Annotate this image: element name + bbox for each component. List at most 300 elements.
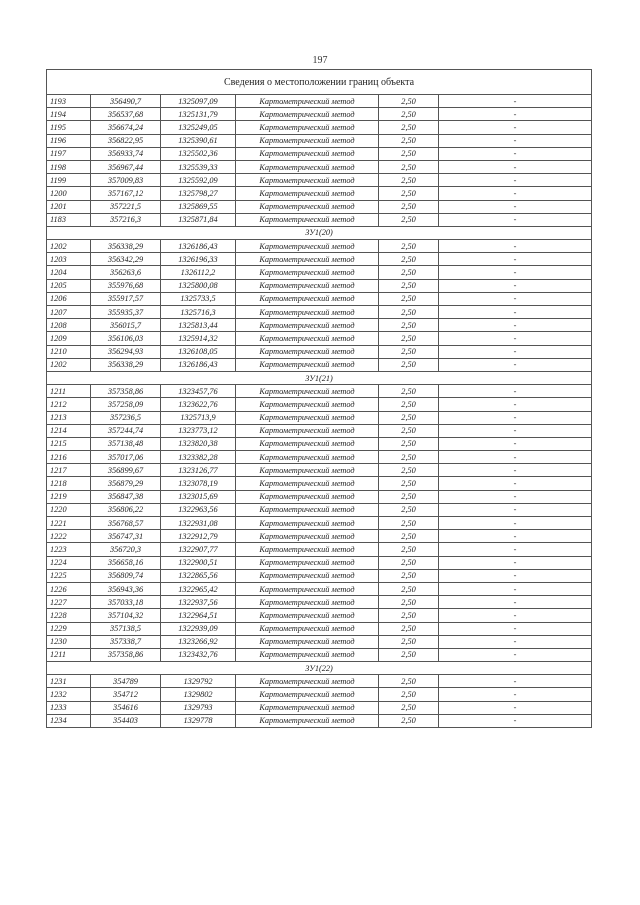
y-coordinate-cell: 1323266,92 [161,635,236,648]
method-cell: Картометрический метод [236,675,379,688]
y-coordinate-cell: 1323382,28 [161,451,236,464]
method-cell: Картометрический метод [236,556,379,569]
description-cell: - [439,187,592,200]
y-coordinate-cell: 1329802 [161,688,236,701]
x-coordinate-cell: 357244,74 [91,424,161,437]
section-header-row [47,371,592,384]
method-cell: Картометрический метод [236,517,379,530]
description-cell: - [439,424,592,437]
precision-cell: 2,50 [379,319,439,332]
y-coordinate-cell: 1329792 [161,675,236,688]
table-row [47,556,592,569]
x-coordinate-cell: 356967,44 [91,160,161,173]
description-cell: - [439,437,592,450]
x-coordinate-cell: 357167,12 [91,187,161,200]
precision-cell: 2,50 [379,437,439,450]
precision-cell: 2,50 [379,187,439,200]
description-cell: - [439,596,592,609]
table-row [47,121,592,134]
table-row [47,437,592,450]
method-cell: Картометрический метод [236,213,379,226]
y-coordinate-cell: 1322931,08 [161,517,236,530]
y-coordinate-cell: 1322912,79 [161,530,236,543]
point-number-cell: 1195 [47,121,91,134]
point-number-cell: 1199 [47,174,91,187]
y-coordinate-cell: 1323773,12 [161,424,236,437]
description-cell: - [439,688,592,701]
x-coordinate-cell: 357138,5 [91,622,161,635]
x-coordinate-cell: 357258,09 [91,398,161,411]
table-row [47,292,592,305]
point-number-cell: 1219 [47,490,91,503]
precision-cell: 2,50 [379,95,439,108]
x-coordinate-cell: 355935,37 [91,306,161,319]
description-cell: - [439,108,592,121]
point-number-cell: 1205 [47,279,91,292]
method-cell: Картометрический метод [236,306,379,319]
precision-cell: 2,50 [379,292,439,305]
table-row [47,411,592,424]
table-row [47,147,592,160]
y-coordinate-cell: 1322937,56 [161,596,236,609]
method-cell: Картометрический метод [236,398,379,411]
y-coordinate-cell: 1322963,56 [161,503,236,516]
table-row [47,385,592,398]
method-cell: Картометрический метод [236,108,379,121]
method-cell: Картометрический метод [236,490,379,503]
table-row [47,279,592,292]
method-cell: Картометрический метод [236,648,379,661]
precision-cell: 2,50 [379,160,439,173]
method-cell: Картометрический метод [236,451,379,464]
x-coordinate-cell: 354712 [91,688,161,701]
precision-cell: 2,50 [379,635,439,648]
point-number-cell: 1213 [47,411,91,424]
y-coordinate-cell: 1323820,38 [161,437,236,450]
description-cell: - [439,464,592,477]
y-coordinate-cell: 1325914,32 [161,332,236,345]
precision-cell: 2,50 [379,253,439,266]
y-coordinate-cell: 1325871,84 [161,213,236,226]
table-row [47,358,592,371]
method-cell: Картометрический метод [236,332,379,345]
table-row [47,596,592,609]
y-coordinate-cell: 1326196,33 [161,253,236,266]
x-coordinate-cell: 356342,29 [91,253,161,266]
table-row [47,319,592,332]
y-coordinate-cell: 1325539,33 [161,160,236,173]
point-number-cell: 1221 [47,517,91,530]
table-row [47,240,592,253]
method-cell: Картометрический метод [236,714,379,727]
y-coordinate-cell: 1325390,61 [161,134,236,147]
table-row [47,95,592,108]
y-coordinate-cell: 1325592,09 [161,174,236,187]
x-coordinate-cell: 356809,74 [91,569,161,582]
table-row [47,200,592,213]
method-cell: Картометрический метод [236,609,379,622]
method-cell: Картометрический метод [236,358,379,371]
method-cell: Картометрический метод [236,596,379,609]
table-row [47,134,592,147]
x-coordinate-cell: 356015,7 [91,319,161,332]
point-number-cell: 1217 [47,464,91,477]
point-number-cell: 1204 [47,266,91,279]
y-coordinate-cell: 1325798,27 [161,187,236,200]
description-cell: - [439,332,592,345]
description-cell: - [439,517,592,530]
method-cell: Картометрический метод [236,437,379,450]
description-cell: - [439,385,592,398]
y-coordinate-cell: 1329793 [161,701,236,714]
description-cell: - [439,714,592,727]
table-row [47,253,592,266]
x-coordinate-cell: 356847,38 [91,490,161,503]
table-row [47,464,592,477]
y-coordinate-cell: 1326112,2 [161,266,236,279]
description-cell: - [439,319,592,332]
method-cell: Картометрический метод [236,635,379,648]
method-cell: Картометрический метод [236,253,379,266]
y-coordinate-cell: 1325502,36 [161,147,236,160]
precision-cell: 2,50 [379,688,439,701]
precision-cell: 2,50 [379,701,439,714]
point-number-cell: 1232 [47,688,91,701]
point-number-cell: 1198 [47,160,91,173]
description-cell: - [439,95,592,108]
description-cell: - [439,147,592,160]
x-coordinate-cell: 357236,5 [91,411,161,424]
y-coordinate-cell: 1322964,51 [161,609,236,622]
precision-cell: 2,50 [379,358,439,371]
precision-cell: 2,50 [379,596,439,609]
y-coordinate-cell: 1322865,56 [161,569,236,582]
description-cell: - [439,477,592,490]
x-coordinate-cell: 356537,68 [91,108,161,121]
description-cell: - [439,174,592,187]
description-cell: - [439,490,592,503]
point-number-cell: 1211 [47,648,91,661]
y-coordinate-cell: 1323015,69 [161,490,236,503]
precision-cell: 2,50 [379,517,439,530]
description-cell: - [439,358,592,371]
method-cell: Картометрический метод [236,569,379,582]
point-number-cell: 1218 [47,477,91,490]
x-coordinate-cell: 356768,57 [91,517,161,530]
precision-cell: 2,50 [379,385,439,398]
description-cell: - [439,306,592,319]
description-cell: - [439,200,592,213]
table-title: Сведения о местоположении границ объекта [47,70,592,95]
description-cell: - [439,556,592,569]
point-number-cell: 1183 [47,213,91,226]
precision-cell: 2,50 [379,424,439,437]
method-cell: Картометрический метод [236,345,379,358]
precision-cell: 2,50 [379,464,439,477]
section-header: ЗУ1(21) [47,371,592,384]
precision-cell: 2,50 [379,556,439,569]
precision-cell: 2,50 [379,543,439,556]
method-cell: Картометрический метод [236,411,379,424]
method-cell: Картометрический метод [236,160,379,173]
description-cell: - [439,701,592,714]
y-coordinate-cell: 1326186,43 [161,240,236,253]
method-cell: Картометрический метод [236,292,379,305]
y-coordinate-cell: 1323457,76 [161,385,236,398]
point-number-cell: 1211 [47,385,91,398]
table-row [47,635,592,648]
point-number-cell: 1212 [47,398,91,411]
description-cell: - [439,530,592,543]
point-number-cell: 1208 [47,319,91,332]
y-coordinate-cell: 1325716,3 [161,306,236,319]
y-coordinate-cell: 1325097,09 [161,95,236,108]
method-cell: Картометрический метод [236,582,379,595]
point-number-cell: 1196 [47,134,91,147]
description-cell: - [439,543,592,556]
point-number-cell: 1230 [47,635,91,648]
description-cell: - [439,279,592,292]
precision-cell: 2,50 [379,582,439,595]
section-header: ЗУ1(20) [47,226,592,239]
method-cell: Картометрический метод [236,95,379,108]
description-cell: - [439,503,592,516]
table-title-row [47,70,592,95]
point-number-cell: 1224 [47,556,91,569]
table-row [47,675,592,688]
description-cell: - [439,569,592,582]
precision-cell: 2,50 [379,530,439,543]
x-coordinate-cell: 357216,3 [91,213,161,226]
method-cell: Картометрический метод [236,424,379,437]
table-row [47,517,592,530]
precision-cell: 2,50 [379,477,439,490]
method-cell: Картометрический метод [236,701,379,714]
precision-cell: 2,50 [379,490,439,503]
point-number-cell: 1201 [47,200,91,213]
precision-cell: 2,50 [379,411,439,424]
y-coordinate-cell: 1323622,76 [161,398,236,411]
table-row [47,187,592,200]
description-cell: - [439,675,592,688]
y-coordinate-cell: 1325249,05 [161,121,236,134]
y-coordinate-cell: 1322939,09 [161,622,236,635]
x-coordinate-cell: 356338,29 [91,358,161,371]
description-cell: - [439,635,592,648]
point-number-cell: 1223 [47,543,91,556]
y-coordinate-cell: 1323432,76 [161,648,236,661]
precision-cell: 2,50 [379,714,439,727]
precision-cell: 2,50 [379,279,439,292]
point-number-cell: 1234 [47,714,91,727]
description-cell: - [439,622,592,635]
y-coordinate-cell: 1325800,08 [161,279,236,292]
x-coordinate-cell: 356806,22 [91,503,161,516]
table-row [47,609,592,622]
method-cell: Картометрический метод [236,477,379,490]
point-number-cell: 1227 [47,596,91,609]
precision-cell: 2,50 [379,240,439,253]
y-coordinate-cell: 1325713,9 [161,411,236,424]
y-coordinate-cell: 1325131,79 [161,108,236,121]
y-coordinate-cell: 1325869,55 [161,200,236,213]
x-coordinate-cell: 357033,18 [91,596,161,609]
point-number-cell: 1206 [47,292,91,305]
x-coordinate-cell: 357221,5 [91,200,161,213]
table-row [47,266,592,279]
point-number-cell: 1220 [47,503,91,516]
table-row [47,530,592,543]
point-number-cell: 1197 [47,147,91,160]
section-header-row [47,662,592,675]
x-coordinate-cell: 356263,6 [91,266,161,279]
x-coordinate-cell: 356899,67 [91,464,161,477]
point-number-cell: 1203 [47,253,91,266]
method-cell: Картометрический метод [236,464,379,477]
description-cell: - [439,240,592,253]
x-coordinate-cell: 354403 [91,714,161,727]
precision-cell: 2,50 [379,609,439,622]
precision-cell: 2,50 [379,200,439,213]
x-coordinate-cell: 357009,83 [91,174,161,187]
point-number-cell: 1233 [47,701,91,714]
point-number-cell: 1226 [47,582,91,595]
point-number-cell: 1207 [47,306,91,319]
method-cell: Картометрический метод [236,174,379,187]
precision-cell: 2,50 [379,622,439,635]
precision-cell: 2,50 [379,266,439,279]
method-cell: Картометрический метод [236,279,379,292]
x-coordinate-cell: 356294,93 [91,345,161,358]
table-row [47,160,592,173]
description-cell: - [439,582,592,595]
method-cell: Картометрический метод [236,688,379,701]
precision-cell: 2,50 [379,398,439,411]
table-row [47,477,592,490]
y-coordinate-cell: 1322965,42 [161,582,236,595]
point-number-cell: 1214 [47,424,91,437]
precision-cell: 2,50 [379,121,439,134]
precision-cell: 2,50 [379,213,439,226]
x-coordinate-cell: 354616 [91,701,161,714]
precision-cell: 2,50 [379,345,439,358]
method-cell: Картометрический метод [236,187,379,200]
point-number-cell: 1210 [47,345,91,358]
table-row [47,306,592,319]
x-coordinate-cell: 356674,24 [91,121,161,134]
point-number-cell: 1225 [47,569,91,582]
y-coordinate-cell: 1322900,51 [161,556,236,569]
method-cell: Картометрический метод [236,622,379,635]
x-coordinate-cell: 356658,16 [91,556,161,569]
point-number-cell: 1202 [47,358,91,371]
x-coordinate-cell: 356933,74 [91,147,161,160]
x-coordinate-cell: 356106,03 [91,332,161,345]
x-coordinate-cell: 356747,31 [91,530,161,543]
point-number-cell: 1228 [47,609,91,622]
method-cell: Картометрический метод [236,530,379,543]
description-cell: - [439,451,592,464]
precision-cell: 2,50 [379,503,439,516]
point-number-cell: 1215 [47,437,91,450]
description-cell: - [439,411,592,424]
description-cell: - [439,609,592,622]
x-coordinate-cell: 354789 [91,675,161,688]
description-cell: - [439,134,592,147]
section-header: ЗУ1(22) [47,662,592,675]
point-number-cell: 1202 [47,240,91,253]
precision-cell: 2,50 [379,451,439,464]
table-row [47,503,592,516]
table-row [47,648,592,661]
table-row [47,451,592,464]
method-cell: Картометрический метод [236,200,379,213]
description-cell: - [439,160,592,173]
point-number-cell: 1193 [47,95,91,108]
precision-cell: 2,50 [379,569,439,582]
precision-cell: 2,50 [379,332,439,345]
precision-cell: 2,50 [379,174,439,187]
precision-cell: 2,50 [379,306,439,319]
precision-cell: 2,50 [379,648,439,661]
table-row [47,345,592,358]
section-header-row [47,226,592,239]
table-row [47,490,592,503]
description-cell: - [439,292,592,305]
x-coordinate-cell: 356720,3 [91,543,161,556]
x-coordinate-cell: 356879,29 [91,477,161,490]
x-coordinate-cell: 357104,32 [91,609,161,622]
x-coordinate-cell: 355976,68 [91,279,161,292]
y-coordinate-cell: 1322907,77 [161,543,236,556]
method-cell: Картометрический метод [236,240,379,253]
method-cell: Картометрический метод [236,266,379,279]
page-number: 197 [312,55,328,66]
method-cell: Картометрический метод [236,319,379,332]
method-cell: Картометрический метод [236,503,379,516]
y-coordinate-cell: 1325733,5 [161,292,236,305]
point-number-cell: 1229 [47,622,91,635]
method-cell: Картометрический метод [236,147,379,160]
method-cell: Картометрический метод [236,543,379,556]
point-number-cell: 1209 [47,332,91,345]
table-row [47,714,592,727]
table-row [47,213,592,226]
y-coordinate-cell: 1323126,77 [161,464,236,477]
description-cell: - [439,121,592,134]
point-number-cell: 1194 [47,108,91,121]
y-coordinate-cell: 1323078,19 [161,477,236,490]
table-row [47,398,592,411]
description-cell: - [439,648,592,661]
table-row [47,582,592,595]
table-row [47,424,592,437]
x-coordinate-cell: 356943,36 [91,582,161,595]
method-cell: Картометрический метод [236,121,379,134]
table-row [47,543,592,556]
description-cell: - [439,253,592,266]
coordinates-table [46,69,592,728]
y-coordinate-cell: 1326186,43 [161,358,236,371]
y-coordinate-cell: 1325813,44 [161,319,236,332]
method-cell: Картометрический метод [236,385,379,398]
precision-cell: 2,50 [379,147,439,160]
description-cell: - [439,213,592,226]
x-coordinate-cell: 357358,86 [91,385,161,398]
x-coordinate-cell: 355917,57 [91,292,161,305]
precision-cell: 2,50 [379,134,439,147]
x-coordinate-cell: 356338,29 [91,240,161,253]
